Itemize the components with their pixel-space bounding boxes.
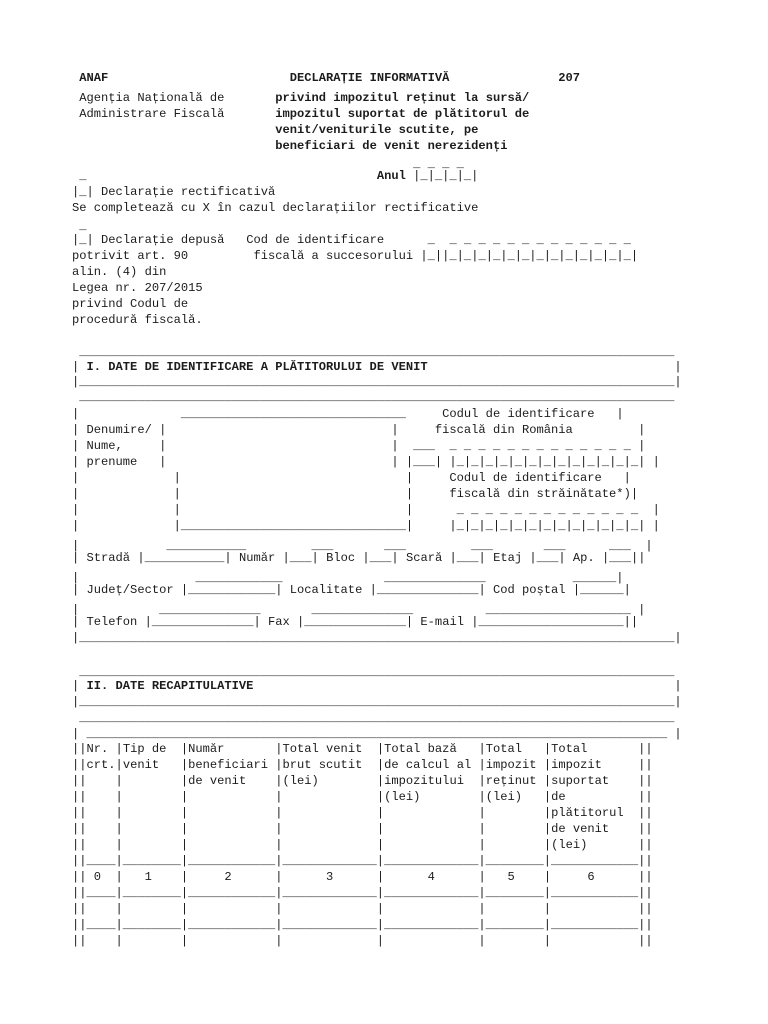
column-index: 0 [86, 870, 116, 884]
email-label: E-mail [420, 615, 464, 629]
section2-title-row: | II. DATE RECAPITULATIVE | [72, 679, 682, 693]
header-row-5 [72, 138, 507, 154]
section2-top-rule: __________________________________________________________________________________ [72, 665, 675, 679]
issuer-name-line: Agenția Națională de [79, 91, 225, 105]
id-row-3: | Nume, | | ___ _ _ _ _ _ _ _ _ _ _ _ _ _ | [72, 439, 646, 453]
cif-foreign-input[interactable]: |_|_|_|_|_|_|_|_|_|_|_|_|_| [449, 519, 646, 533]
section2-rule-a: |__________________________________________________________________________________| [72, 695, 682, 709]
successor-cif-label: fiscală a succesorului [253, 249, 414, 263]
table-row[interactable]: ||____|________|____________|_____________|_____________|________|____________|| [72, 918, 653, 932]
form-number: 207 [558, 71, 581, 85]
header-row-3 [72, 106, 529, 122]
number-label: Număr [238, 551, 276, 565]
issuer-name-line: Administrare Fiscală [79, 107, 225, 121]
table-row[interactable]: || | | | | | | || [72, 902, 653, 916]
column-header-label: crt. [86, 758, 116, 772]
table-row[interactable]: ||____|________|____________|_____________|_____________|________|____________|| [72, 886, 653, 900]
address-rule-2: | ____________ ______________ ______| [72, 571, 624, 585]
cif-foreign-label: Codul de identificare [449, 471, 602, 485]
cif-foreign-label: fiscală din străinătate*) [449, 487, 631, 501]
cif-prefix-input[interactable]: |___| [405, 455, 443, 469]
locality-input[interactable]: |______________| [369, 583, 486, 597]
column-header-label: beneficiari [188, 758, 276, 772]
column-index: 6 [551, 870, 639, 884]
address-row-2: | Județ/Sector |____________| Localitate |______________| Cod poștal |______| [72, 583, 631, 597]
column-header-label: impozit [485, 758, 544, 772]
column-header-label: plătitorul [551, 806, 639, 820]
block-input[interactable]: |___| [362, 551, 399, 565]
year-input[interactable]: |_|_|_|_| [413, 169, 479, 183]
table-header-row: ||Nr. |Tip de |Număr |Total venit |Total bază |Total |Total || [72, 742, 653, 756]
street-label: Stradă [86, 551, 131, 565]
column-header-label: (lei) [551, 838, 639, 852]
id-row-2: | Denumire/ | | fiscală din România | [72, 423, 646, 437]
subtitle-line: beneficiari de venit nerezidenți [275, 139, 508, 153]
id-row-5: | | | Codul de identificare | [72, 471, 631, 485]
apartment-label: Ap. [572, 551, 595, 565]
column-header-label: (lei) [485, 790, 544, 804]
fax-input[interactable]: |______________| [297, 615, 414, 629]
column-index: 2 [188, 870, 276, 884]
table-header-row: || | | | | | |(lei) || [72, 838, 653, 852]
staircase-input[interactable]: |___| [449, 551, 486, 565]
art90-row-4 [72, 280, 203, 296]
table-data-row [72, 933, 653, 949]
subtitle-line: impozitul suportat de plătitorul de [275, 107, 530, 121]
table-index-row: || 0 | 1 | 2 | 3 | 4 | 5 | 6 || [72, 870, 653, 884]
art90-checkbox[interactable]: |_| [72, 233, 94, 247]
column-index: 1 [122, 870, 181, 884]
id-row-6: | | | fiscală din străinătate*)| [72, 487, 639, 501]
section1-title: I. DATE DE IDENTIFICARE A PLĂTITORULUI DE VENIT [86, 360, 428, 374]
postal-code-label: Cod poștal [492, 583, 566, 597]
art90-label-line: potrivit art. 90 [72, 249, 189, 263]
table-header-row: || | | | |(lei) |(lei) |de || [72, 790, 653, 804]
table-header-row: ||crt.|venit |beneficiari |brut scutit |de calcul al |impozit |impozit || [72, 758, 653, 772]
column-header-label: Tip de [122, 742, 181, 756]
table-header-bottom: ||____|________|____________|_____________|_____________|________|____________|| [72, 854, 653, 868]
column-header-label: de calcul al [384, 758, 479, 772]
table-data-row [72, 901, 653, 917]
table-header-row: || | | | | | |de venit || [72, 822, 653, 836]
table-header-row: || | | | | | |plătitorul || [72, 806, 653, 820]
column-header-label: impozit [551, 758, 639, 772]
rectificativa-label: Declarație rectificativă [101, 185, 276, 199]
column-header-label: Total [485, 742, 544, 756]
section1-rule-b: __________________________________________________________________________________ [72, 390, 675, 404]
column-index: 3 [282, 870, 377, 884]
column-header-label: impozitului [384, 774, 479, 788]
column-header-label: Număr [188, 742, 276, 756]
postal-code-input[interactable]: |______| [572, 583, 631, 597]
table-top-rule: | ________________________________________________________________________________ | [72, 727, 682, 741]
column-header-label: (lei) [384, 790, 479, 804]
email-input[interactable]: |____________________| [471, 615, 631, 629]
section1-bottom-rule: |__________________________________________________________________________________| [72, 631, 682, 645]
column-header-label: Total bază [384, 742, 479, 756]
art90-label-line: privind Codul de [72, 297, 189, 311]
name-label: prenume [86, 455, 138, 469]
column-header-label: Total [551, 742, 639, 756]
id-row-7: | | | _ _ _ _ _ _ _ _ _ _ _ _ _ | [72, 503, 660, 517]
address-row-3: | Telefon |______________| Fax |______________| E-mail |____________________|| [72, 615, 639, 629]
header-title-row [72, 70, 580, 86]
table-data-row [72, 917, 653, 933]
table-header-row: || | |de venit |(lei) |impozitului |reținut |suportat || [72, 774, 653, 788]
column-header-label: reținut [485, 774, 544, 788]
subtitle-line: venit/veniturile scutite, pe [275, 123, 479, 137]
column-header-label: de venit [188, 774, 276, 788]
successor-cif-label: Cod de identificare [246, 233, 385, 247]
county-input[interactable]: |____________| [180, 583, 283, 597]
issuer-acronym: ANAF [79, 71, 109, 85]
art90-row-1: |_| Declarație depusă Cod de identificare _ _ _ _ _ _ _ _ _ _ _ _ _ _ [72, 233, 631, 247]
header-row-4 [72, 122, 478, 138]
form-title: DECLARAȚIE INFORMATIVĂ [289, 71, 450, 85]
art90-label-line: Declarație depusă [101, 233, 225, 247]
art90-row-6 [72, 312, 203, 328]
county-label: Județ/Sector [86, 583, 174, 597]
column-header-label: Nr. [86, 742, 116, 756]
number-input[interactable]: |___| [282, 551, 319, 565]
rectificativa-note: Se completează cu X în cazul declarațiilor rectificative [72, 201, 479, 215]
column-index: 4 [384, 870, 479, 884]
name-label: Denumire/ [86, 423, 152, 437]
cif-romania-label: Codul de identificare [442, 407, 595, 421]
rectificativa-checkbox[interactable]: |_| [72, 185, 94, 199]
address-rule-1: | ___________ ___ ___ ___ ___ ___ | [72, 539, 653, 553]
id-row-4: | prenume | | |___| |_|_|_|_|_|_|_|_|_|_|_|_|_| | [72, 455, 660, 469]
phone-input[interactable]: |______________| [144, 615, 261, 629]
section1-title-row: | I. DATE DE IDENTIFICARE A PLĂTITORULUI DE VENIT | [72, 360, 682, 374]
section1-top-rule: __________________________________________________________________________________ [72, 345, 675, 359]
apartment-input[interactable]: |___| [601, 551, 639, 565]
column-header-label: venit [122, 758, 181, 772]
rectificativa-note-row [72, 200, 478, 216]
art90-label-line: Legea nr. 207/2015 [72, 281, 203, 295]
rectificativa-row [72, 184, 275, 200]
block-label: Bloc [326, 551, 356, 565]
art90-row-3 [72, 264, 166, 280]
cif-romania-label: fiscală din România [434, 423, 573, 437]
column-header-label: Total venit [282, 742, 377, 756]
successor-cif-input[interactable]: |_||_|_|_|_|_|_|_|_|_|_|_|_|_| [420, 249, 639, 263]
name-input[interactable] [166, 455, 391, 469]
column-header-label: de [551, 790, 639, 804]
column-header-label: (lei) [282, 774, 377, 788]
address-row-1: | Stradă |___________| Număr |___| Bloc |___| Scară |___| Etaj |___| Ap. |___|| [72, 551, 646, 565]
year-label: Anul [376, 169, 406, 183]
locality-label: Localitate [289, 583, 363, 597]
table-row[interactable]: || | | | | | | || [72, 934, 653, 948]
floor-label: Etaj [493, 551, 523, 565]
street-input[interactable]: |___________| [137, 551, 232, 565]
staircase-label: Scară [405, 551, 443, 565]
section1-rule-a: |__________________________________________________________________________________| [72, 375, 682, 389]
address-rule-3: | ______________ ______________ ____________________ | [72, 603, 646, 617]
art90-label-line: alin. (4) din [72, 265, 167, 279]
year-boxes-top: _ _ _ _ [72, 157, 464, 171]
table-data-row [72, 885, 653, 901]
fax-label: Fax [267, 615, 290, 629]
name-label: Nume, [86, 439, 123, 453]
floor-input[interactable]: |___| [529, 551, 566, 565]
art90-row-5 [72, 296, 188, 312]
art90-row-2 [72, 248, 638, 264]
column-index: 5 [485, 870, 544, 884]
year-row: _ Anul |_|_|_|_| [72, 169, 479, 183]
section2-rule-b: __________________________________________________________________________________ [72, 711, 675, 725]
column-header-label: de venit [551, 822, 639, 836]
cif-romania-input[interactable]: |_|_|_|_|_|_|_|_|_|_|_|_|_| [449, 455, 646, 469]
phone-label: Telefon [86, 615, 138, 629]
section2-title: II. DATE RECAPITULATIVE [86, 679, 254, 693]
subtitle-line: privind impozitul reținut la sursă/ [275, 91, 530, 105]
column-header-label: suportat [551, 774, 639, 788]
header-row-2 [72, 90, 529, 106]
id-row-1: | _______________________________ Codul de identificare | [72, 407, 624, 421]
id-row-8: | |_______________________________| |_|_|_|_|_|_|_|_|_|_|_|_|_| | [72, 519, 660, 533]
art90-label-line: procedură fiscală. [72, 313, 203, 327]
column-header-label: brut scutit [282, 758, 377, 772]
art90-top: _ [72, 219, 87, 233]
